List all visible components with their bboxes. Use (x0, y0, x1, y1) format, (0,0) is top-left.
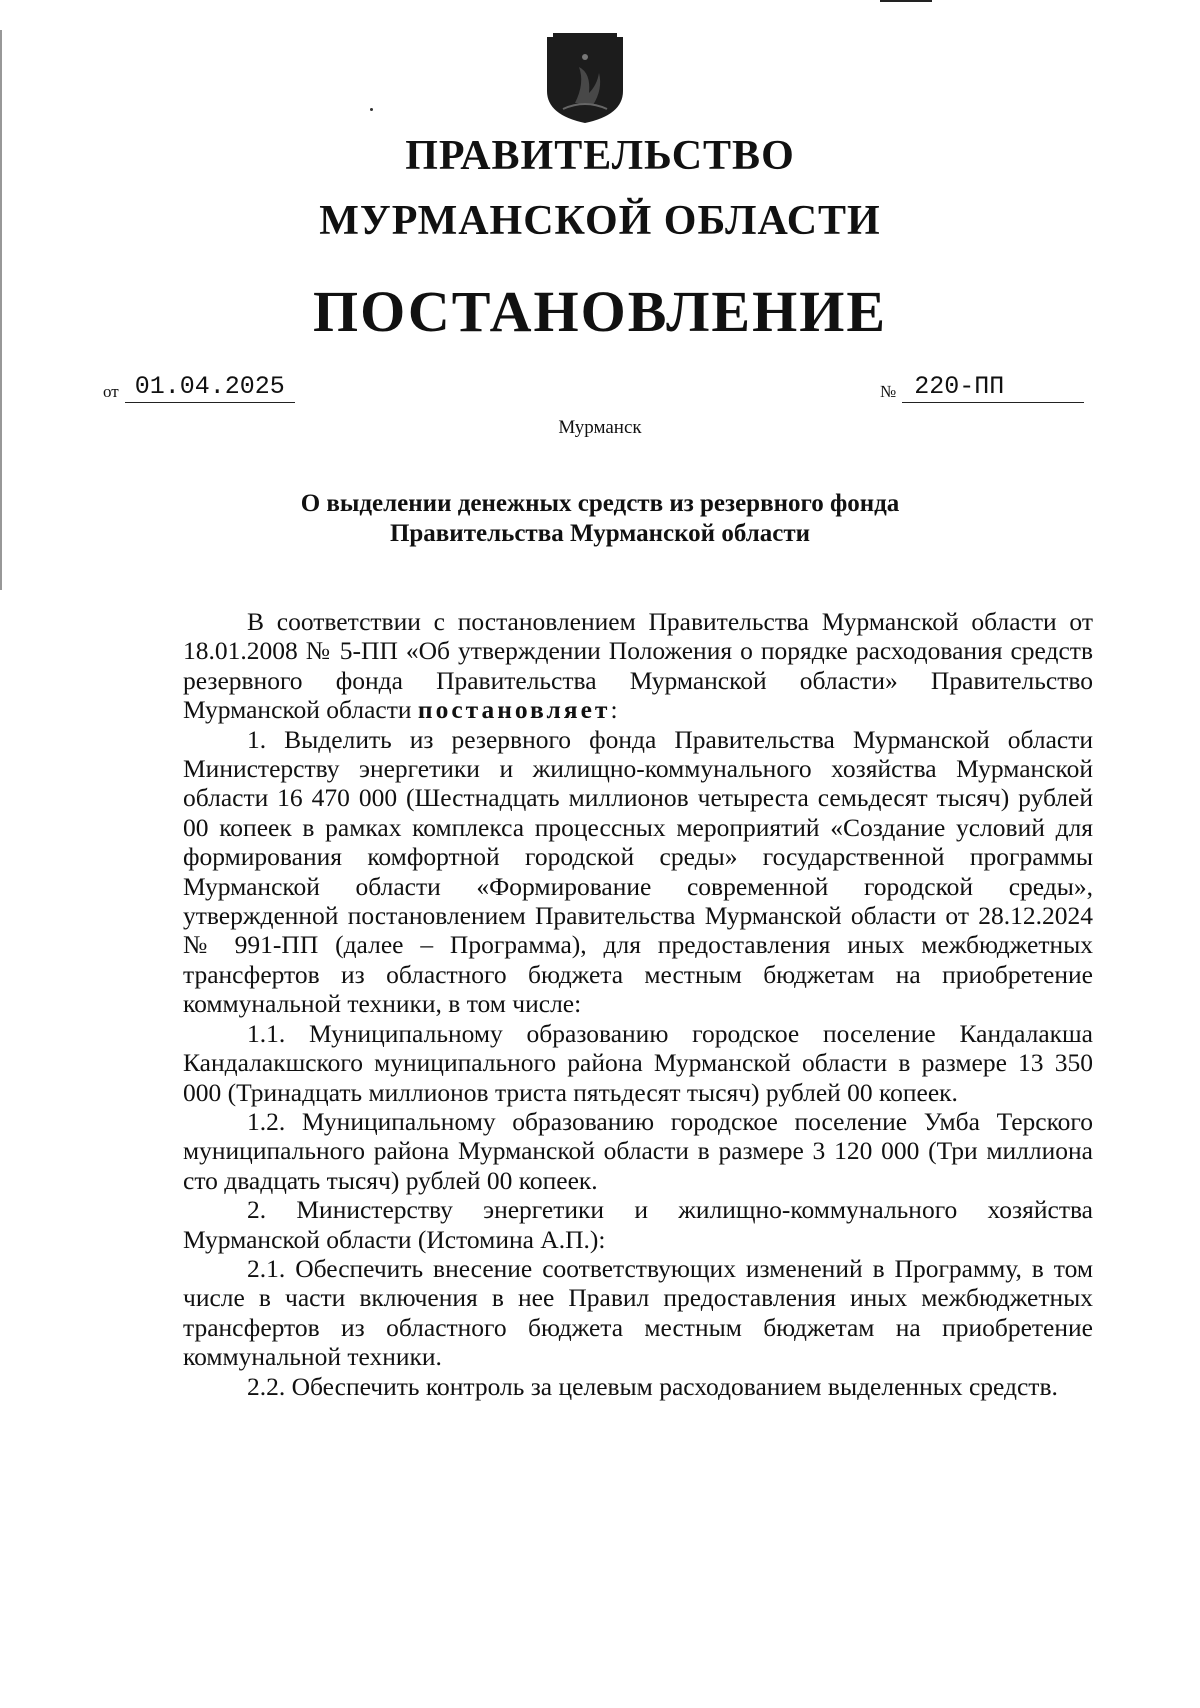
resolves-word: постановляет (417, 695, 611, 725)
org-name-line2: МУРМАНСКОЙ ОБЛАСТИ (319, 198, 881, 244)
intro-paragraph (183, 607, 1093, 725)
intro-text: В соответствии с постановлением Правительства Мурманской области от 18.01.2008 № 5-ПП «Об утверждении Положения о порядке расходования средств резервного фонда Правительства Мурманской области» Правительство Мурманской области (183, 607, 1093, 725)
paragraph-2: 2. Министерству энергетики и жилищно-коммунального хозяйства Мурманской области (Истомина А.П.): (183, 1195, 1093, 1254)
coat-of-arms-icon (545, 33, 625, 125)
paragraph-1-2: 1.2. Муниципальному образованию городское поселение Умба Терского муниципального района Мурманской области в размере 3 120 000 (Три миллиона сто двадцать тысяч) рублей 00 копеек. (183, 1106, 1093, 1195)
paragraph-2-2: 2.2. Обеспечить контроль за целевым расходованием выделенных средств. (247, 1371, 1058, 1401)
document-number: 220-ПП (902, 372, 1084, 403)
date-prefix: от (103, 382, 119, 401)
document-body (183, 607, 1093, 1401)
scan-speck (370, 108, 373, 111)
number-field (880, 372, 1084, 403)
date-field (103, 372, 295, 403)
city-label: Мурманск (558, 417, 642, 438)
scan-mark-line (880, 0, 932, 2)
title-line2: Правительства Мурманской области (389, 520, 811, 547)
document-type: ПОСТАНОВЛЕНИЕ (312, 279, 888, 344)
org-name-line1: ПРАВИТЕЛЬСТВО (405, 133, 795, 179)
document-date: 01.04.2025 (125, 372, 295, 403)
number-prefix: № (880, 382, 897, 401)
paragraph-1: 1. Выделить из резервного фонда Правительства Мурманской области Министерству энергетики и жилищно-коммунального хозяйства Мурманской области 16 470 000 (Шестнадцать миллионов четыреста семьдесят тысяч) рублей 00 копеек в рамках комплекса процессных мероприятий «Создание условий для формирования комфортной городской среды» государственной программы Мурманской области «Формирование современной городской среды», утвержденной постановлением Правительства Мурманской области от 28.12.2024 № 991-ПП (далее – Программа), для предоставления иных межбюджетных трансфертов из областного бюджета местным бюджетам на приобретение коммунальной техники, в том числе: (183, 724, 1093, 1019)
resolves-colon: : (610, 695, 618, 725)
paragraph-1-1: 1.1. Муниципальному образованию городское поселение Кандалакша Кандалакшского муниципального района Мурманской области в размере 13 350 000 (Тринадцать миллионов триста пятьдесят тысяч) рублей 00 копеек. (183, 1018, 1093, 1107)
document-title (200, 489, 1000, 549)
paragraph-2-1: 2.1. Обеспечить внесение соответствующих изменений в Программу, в том числе в части включения в нее Правил предоставления иных межбюджетных трансфертов из областного бюджета местным бюджетам на приобретение коммунальной техники. (183, 1253, 1093, 1372)
title-line1: О выделении денежных средств из резервного фонда (300, 490, 900, 517)
